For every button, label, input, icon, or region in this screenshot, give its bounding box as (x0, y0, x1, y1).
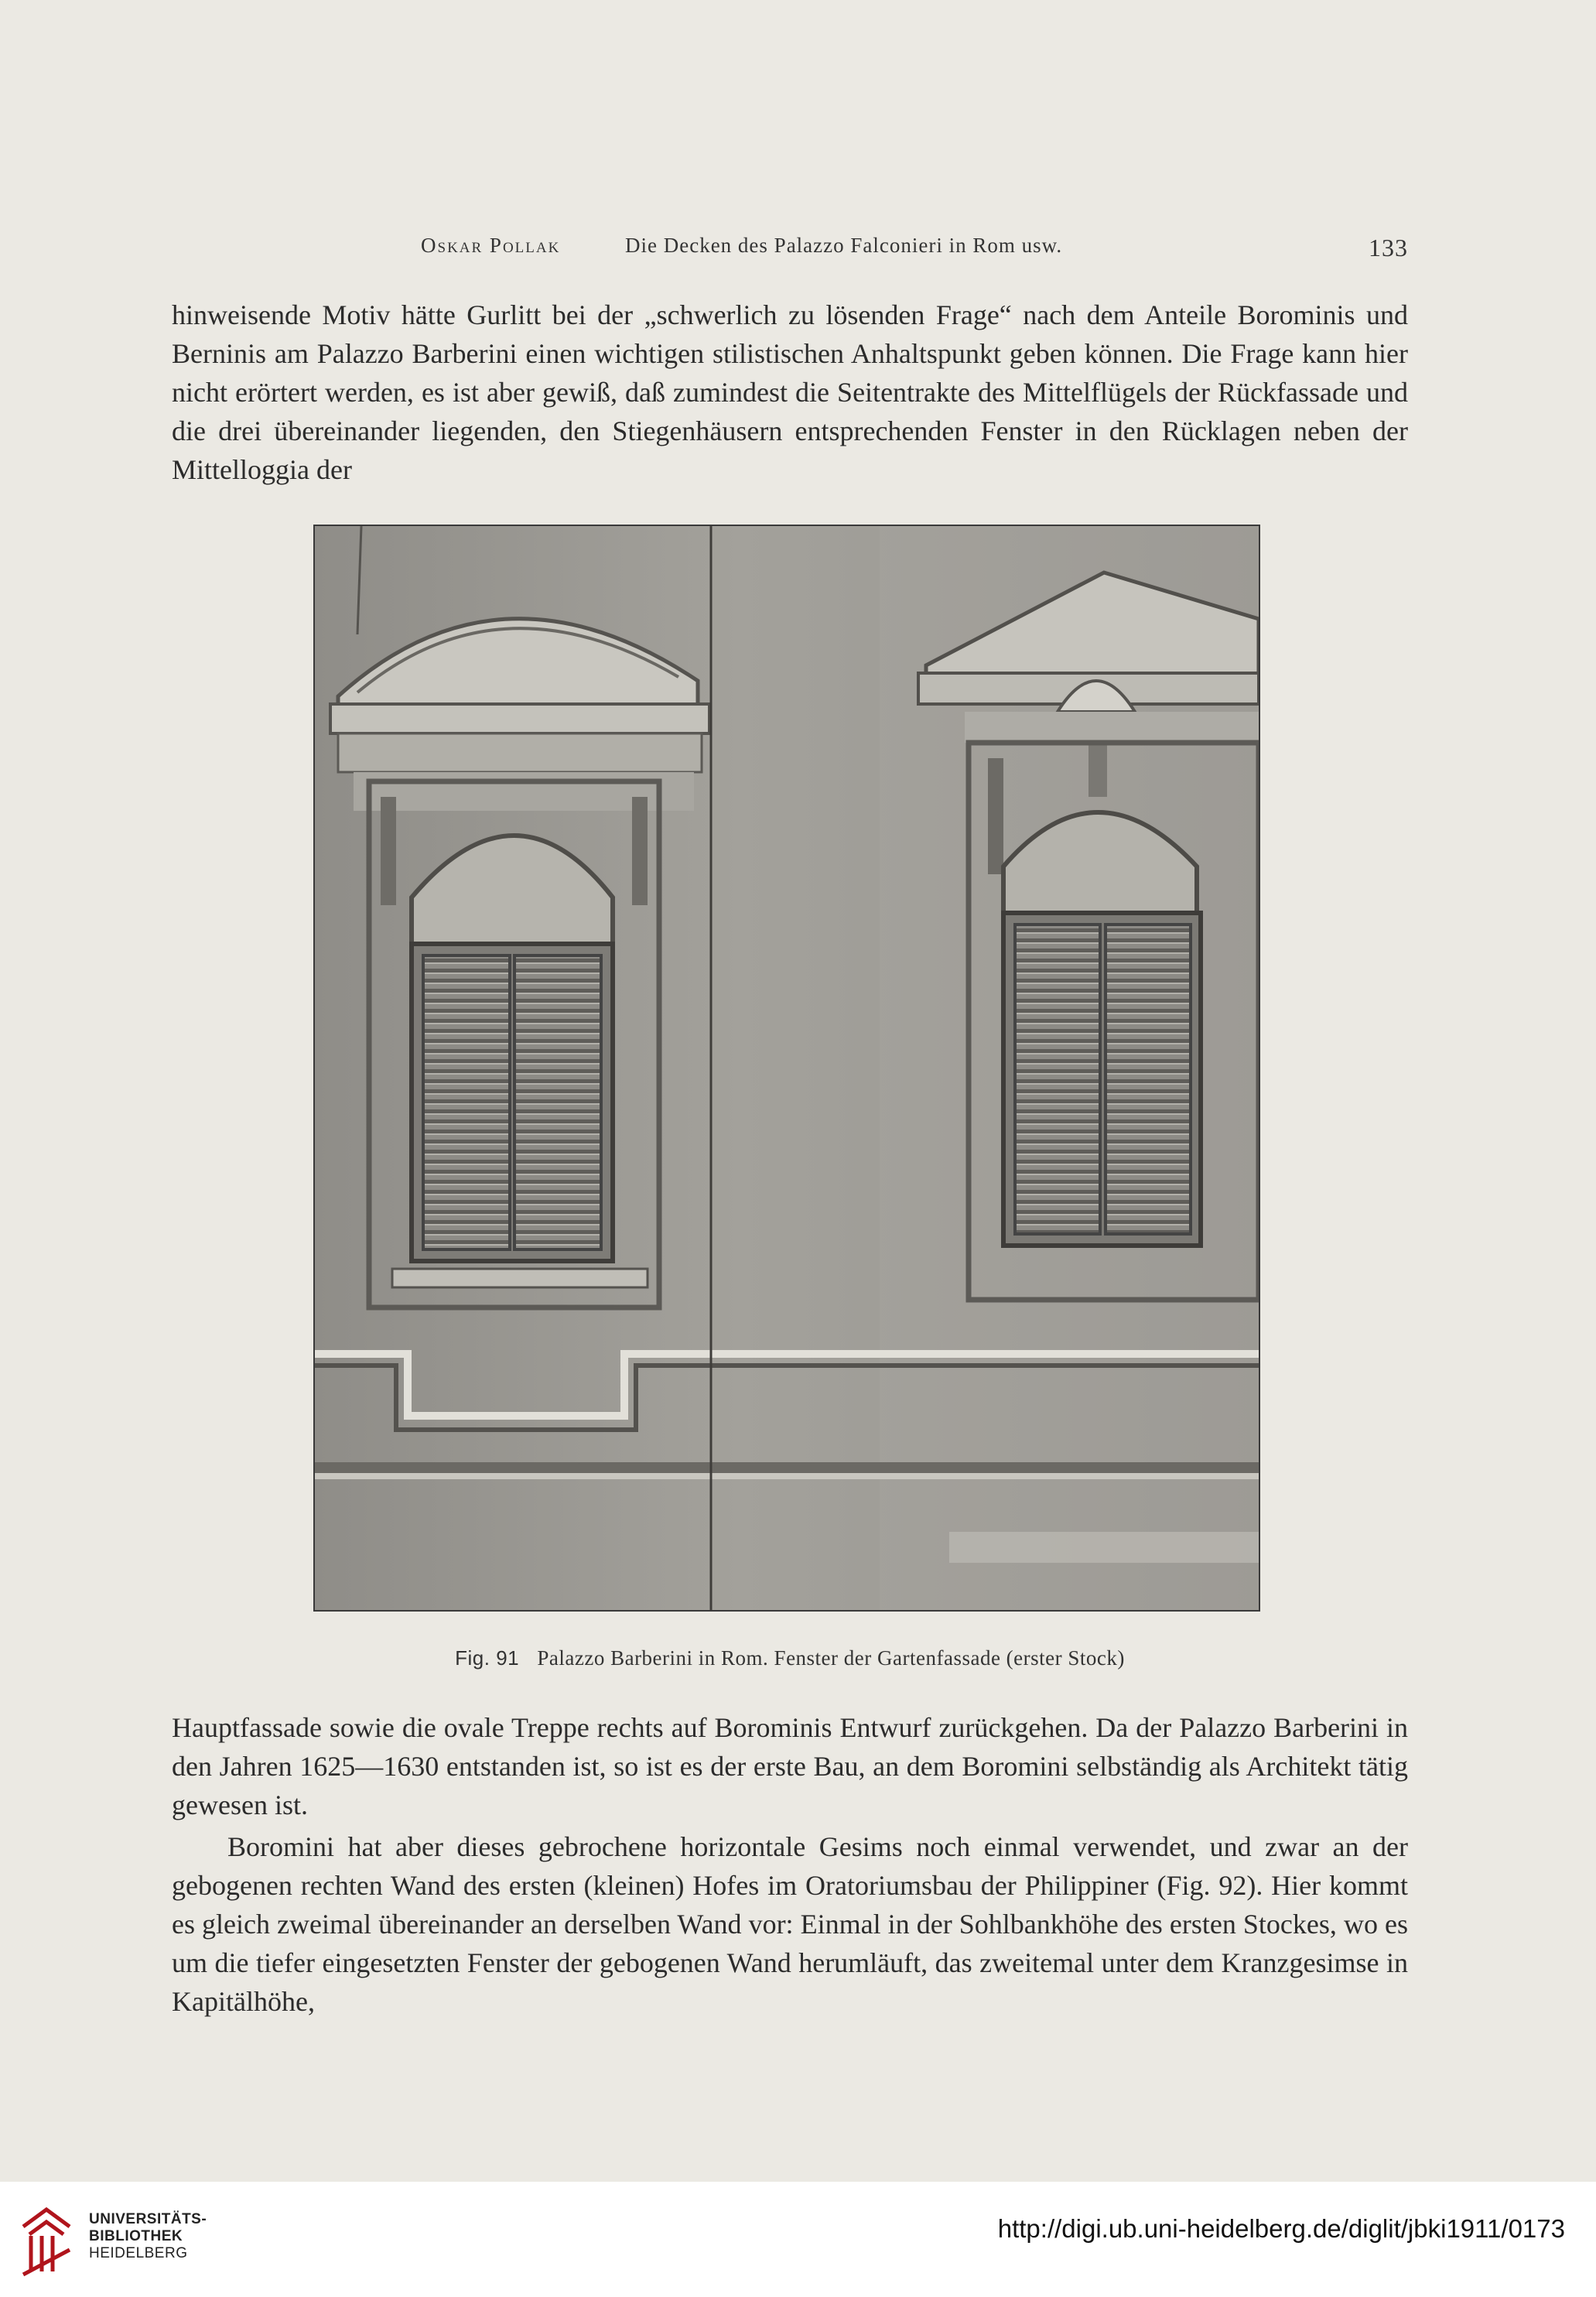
text-line: Boromini selbständig als Architekt tätig gewesen ist. (172, 1751, 1409, 1820)
running-head-author: Oskar Pollak (421, 234, 561, 257)
text-line: Palazzo Barberini in den Jahren 1625—1630 entstanden ist, so ist es der erste Bau, an dem (172, 1712, 1409, 1782)
text-line: Einmal in der Sohlbankhöhe des ersten Stockes, wo es um die tiefer eingesetzten Fenster (172, 1909, 1409, 1978)
text-line: Borominis und Berninis am Palazzo Barberini einen wichtigen stilistischen Anhaltspunkt (172, 299, 1409, 369)
library-footer (0, 2182, 1596, 2297)
text-line: der gebogenen Wand herumläuft, das zweitemal unter dem Kranzgesimse in Kapitälhöhe, (172, 1947, 1408, 2017)
text-line: Stiegenhäusern entsprechenden Fenster in den Rücklagen neben der Mittelloggia der (172, 415, 1408, 485)
body-paragraph-2 (172, 1827, 1408, 2021)
running-head-title: Die Decken des Palazzo Falconieri in Rom usw. (625, 234, 1063, 257)
figure-caption (172, 1646, 1408, 1670)
text-line: die Seitentrakte des Mittelflügels der Rückfassade und die drei übereinander liegenden, den (172, 377, 1409, 446)
body-paragraph-1 (172, 1708, 1408, 1824)
text-line: geben können. Die Frage kann hier nicht erörtert werden, es ist aber gewiß, daß zumindest (172, 338, 1408, 408)
text-line: Hauptfassade sowie die ovale Treppe rechts auf Borominis Entwurf zurückgehen. Da der (172, 1712, 1172, 1743)
permalink-url[interactable]: http://digi.ub.uni-heidelberg.de/diglit/jbki1911/0173 (997, 2214, 1565, 2243)
library-name (89, 2211, 207, 2262)
library-logo-icon (15, 2203, 77, 2278)
page-number: 133 (1369, 234, 1408, 261)
running-head (170, 234, 1408, 268)
library-name-line: BIBLIOTHEK (89, 2228, 183, 2244)
body-paragraph-top (172, 296, 1408, 489)
window-facade-photo (315, 526, 1259, 1610)
figure-photograph (313, 525, 1260, 1612)
text-line: Philippiner (Fig. 92). Hier kommt es gleich zweimal übereinander an derselben Wand vor: (172, 1870, 1409, 1940)
text-line: zwar an der gebogenen rechten Wand des ersten (kleinen) Hofes im Oratoriumsbau der (172, 1831, 1408, 1901)
figure-label: Fig. 91 (455, 1646, 520, 1670)
library-name-line: HEIDELBERG (89, 2245, 188, 2261)
library-name-line: UNIVERSITÄTS- (89, 2211, 207, 2227)
text-line: hinweisende Motiv hätte Gurlitt bei der „schwerlich zu lösenden Frage“ nach dem Anteile (172, 299, 1227, 330)
text-line: Boromini hat aber dieses gebrochene horizontale Gesims noch einmal verwendet, und (227, 1831, 1252, 1862)
figure-caption-text: Palazzo Barberini in Rom. Fenster der Gartenfassade (erster Stock) (537, 1646, 1125, 1670)
